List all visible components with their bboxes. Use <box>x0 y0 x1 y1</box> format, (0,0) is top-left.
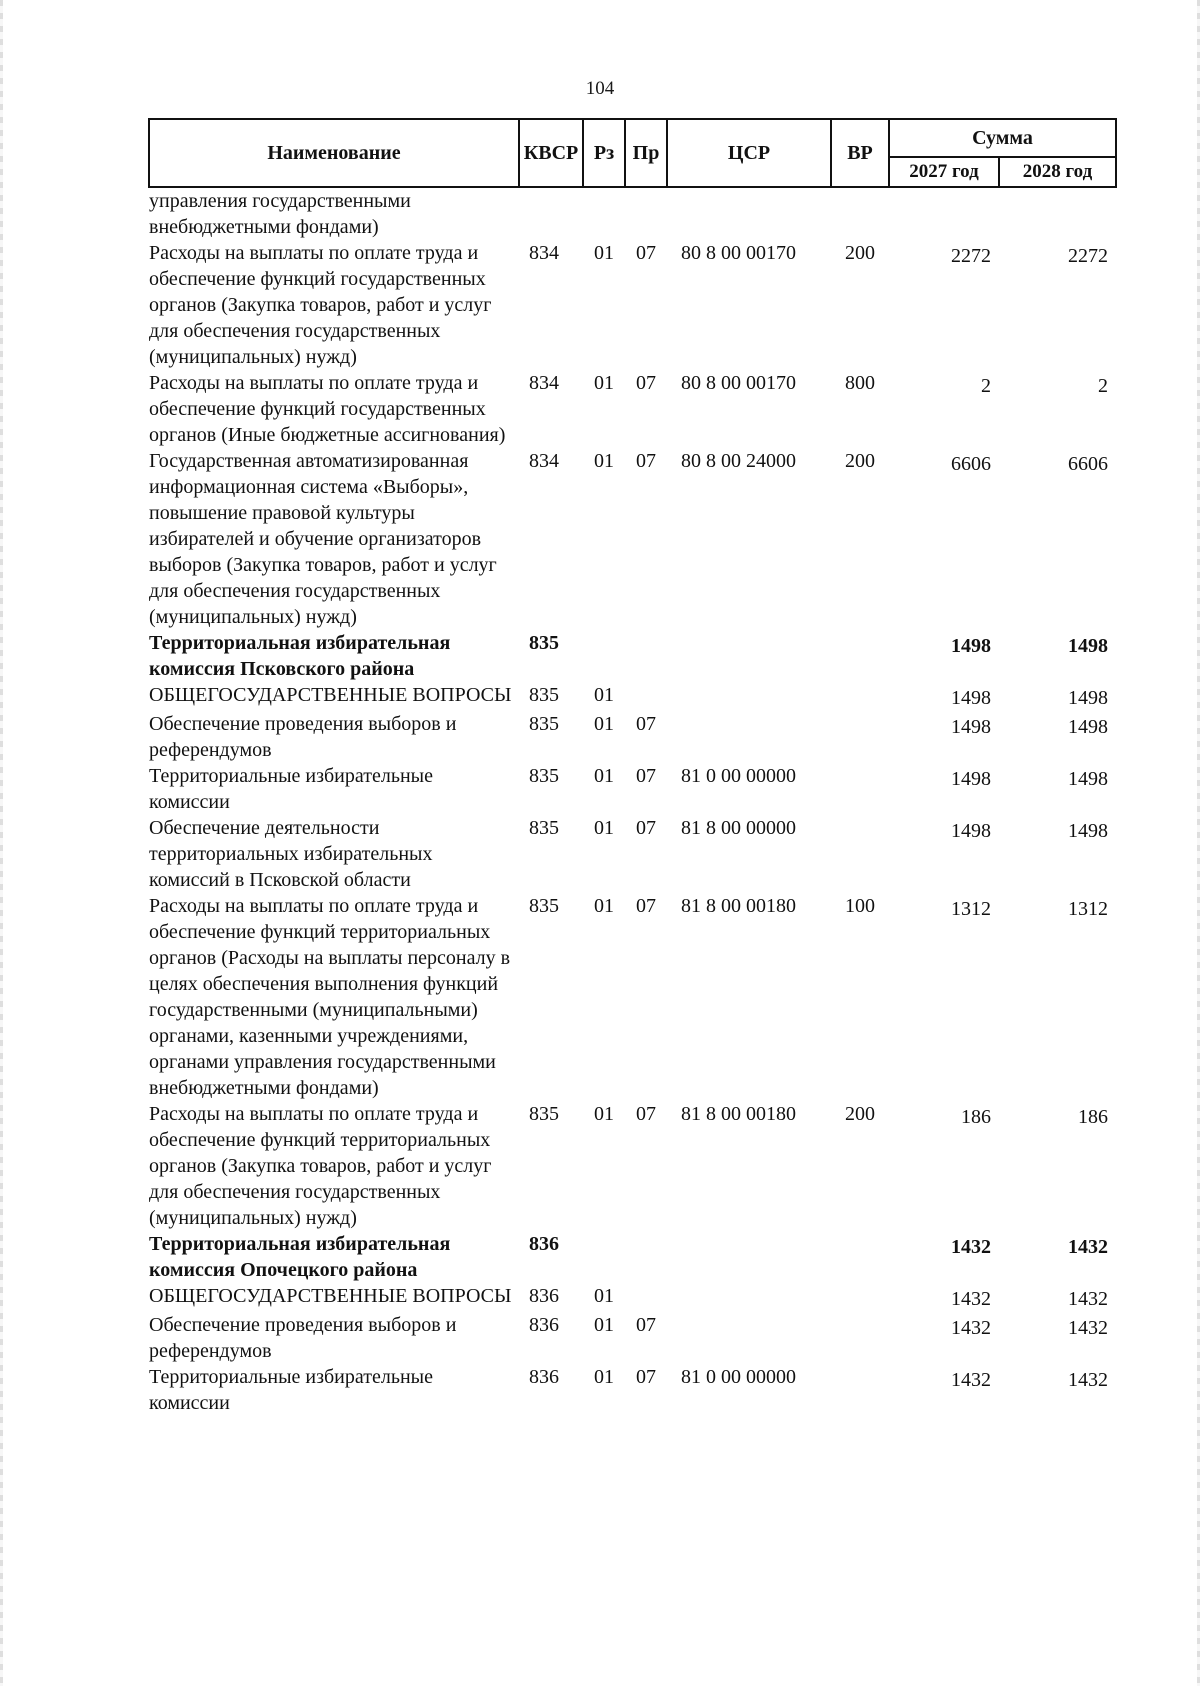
cell-vr <box>831 711 889 763</box>
cell-csr: 81 8 00 00000 <box>681 817 796 839</box>
cell-sum-2028: 1498 <box>1068 768 1109 790</box>
cell-csr: 81 8 00 00180 <box>681 1103 796 1125</box>
cell-sum-2027: 1498 <box>951 687 991 709</box>
cell-rz: 01 <box>594 372 614 394</box>
cell-sum-2027: 2272 <box>951 245 991 267</box>
cell-vr <box>831 1283 889 1312</box>
cell-sum-2028: 1432 <box>1068 1317 1109 1339</box>
header-name: Наименование <box>149 119 519 187</box>
cell-name: Обеспечение проведения выборов и референдумов <box>149 713 457 761</box>
table-body <box>149 187 1116 1416</box>
cell-sum-2028: 1432 <box>1068 1288 1109 1310</box>
cell-sum-2028: 1498 <box>1068 687 1109 709</box>
cell-rz: 01 <box>594 684 614 706</box>
header-kvsr: КВСР <box>519 119 583 187</box>
cell-csr: 80 8 00 00170 <box>681 242 796 264</box>
cell-kvsr: 836 <box>529 1314 559 1336</box>
cell-pr: 07 <box>636 817 656 839</box>
table-row <box>149 370 1116 448</box>
cell-rz: 01 <box>594 895 614 917</box>
header-csr: ЦСР <box>667 119 831 187</box>
scan-edge-left <box>0 0 3 1686</box>
cell-kvsr: 835 <box>529 1103 559 1125</box>
cell-name: Расходы на выплаты по оплате труда и обеспечение функций государственных органов (Иные бюджетные ассигнования) <box>149 372 506 446</box>
cell-sum-2028: 1312 <box>1068 898 1109 920</box>
cell-pr <box>625 187 667 240</box>
cell-sum-2027: 1312 <box>951 898 991 920</box>
cell-sum-2027: 2 <box>981 375 991 397</box>
cell-kvsr: 835 <box>529 895 559 917</box>
cell-pr: 07 <box>636 1314 656 1336</box>
cell-name: Расходы на выплаты по оплате труда и обеспечение функций территориальных органов (Расходы на выплаты персоналу в целях обеспечения выполнения функций государственными (муниципальными) органами, казенными учреждениями, органами управления государственными внебюджетными фондами) <box>149 895 511 1099</box>
cell-sum-2027: 186 <box>961 1106 991 1128</box>
table-row <box>149 240 1116 370</box>
cell-rz: 01 <box>594 817 614 839</box>
cell-pr: 07 <box>636 895 656 917</box>
cell-sum-2028: 1498 <box>1068 716 1109 738</box>
table-row <box>149 1312 1116 1364</box>
table-row <box>149 448 1116 630</box>
cell-csr: 80 8 00 00170 <box>681 372 796 394</box>
cell-name: ОБЩЕГОСУДАРСТВЕННЫЕ ВОПРОСЫ <box>149 1285 512 1307</box>
table-row <box>149 187 1116 240</box>
cell-sum-2027: 1432 <box>951 1369 991 1391</box>
cell-rz <box>583 187 625 240</box>
cell-kvsr <box>519 187 583 240</box>
cell-pr: 07 <box>636 713 656 735</box>
table-row <box>149 682 1116 711</box>
cell-pr: 07 <box>636 372 656 394</box>
cell-sum-2028: 6606 <box>1068 453 1109 475</box>
cell-kvsr: 834 <box>529 372 559 394</box>
header-vr: ВР <box>831 119 889 187</box>
cell-rz <box>583 1231 625 1283</box>
cell-rz: 01 <box>594 1285 614 1307</box>
cell-kvsr: 836 <box>529 1285 559 1307</box>
table-row <box>149 893 1116 1101</box>
cell-csr: 80 8 00 24000 <box>681 450 796 472</box>
cell-vr <box>831 815 889 893</box>
cell-vr <box>831 187 889 240</box>
cell-csr <box>667 187 831 240</box>
cell-vr: 200 <box>845 242 875 264</box>
cell-rz: 01 <box>594 1103 614 1125</box>
cell-csr <box>667 711 831 763</box>
table-row <box>149 815 1116 893</box>
cell-sum-2028: 1498 <box>1068 820 1109 842</box>
header-year-2028: 2028 год <box>999 157 1116 187</box>
page-number: 104 <box>585 78 615 99</box>
cell-vr <box>831 682 889 711</box>
cell-name: Территориальная избирательная комиссия Опочецкого района <box>149 1233 451 1281</box>
table-row <box>149 711 1116 763</box>
cell-vr <box>831 763 889 815</box>
cell-pr <box>625 1283 667 1312</box>
cell-rz: 01 <box>594 713 614 735</box>
cell-csr <box>667 1231 831 1283</box>
cell-vr <box>831 1231 889 1283</box>
cell-sum-2027: 1432 <box>951 1288 991 1310</box>
cell-sum-2028: 1432 <box>1068 1369 1109 1391</box>
cell-name: управления государственными внебюджетными фондами) <box>149 190 411 238</box>
cell-vr: 800 <box>845 372 875 394</box>
table-header <box>149 119 1116 187</box>
cell-csr: 81 0 00 00000 <box>681 1366 796 1388</box>
cell-pr <box>625 1231 667 1283</box>
budget-table <box>148 118 1117 1416</box>
cell-kvsr: 835 <box>529 632 559 654</box>
header-rz: Рз <box>583 119 625 187</box>
cell-csr <box>667 1312 831 1364</box>
cell-kvsr: 836 <box>529 1233 559 1255</box>
cell-kvsr: 834 <box>529 242 559 264</box>
cell-sum-2027: 6606 <box>951 453 991 475</box>
header-sum: Сумма <box>889 119 1116 157</box>
table-row <box>149 1283 1116 1312</box>
cell-name: Государственная автоматизированная информационная система «Выборы», повышение правовой культуры избирателей и обучение организаторов выборов (Закупка товаров, работ и услуг для обеспечения государственных (муниципальных) нужд) <box>149 450 497 628</box>
cell-vr: 100 <box>845 895 875 917</box>
cell-rz: 01 <box>594 450 614 472</box>
header-pr: Пр <box>625 119 667 187</box>
cell-rz: 01 <box>594 1314 614 1336</box>
cell-vr: 200 <box>845 450 875 472</box>
cell-name: Территориальные избирательные комиссии <box>149 765 433 813</box>
cell-vr <box>831 1312 889 1364</box>
table-row <box>149 630 1116 682</box>
table-row <box>149 1364 1116 1416</box>
cell-sum-2027: 1498 <box>951 635 991 657</box>
cell-vr <box>831 630 889 682</box>
cell-pr: 07 <box>636 1366 656 1388</box>
cell-pr: 07 <box>636 242 656 264</box>
cell-kvsr: 836 <box>529 1366 559 1388</box>
cell-sum-2027: 1498 <box>951 820 991 842</box>
cell-vr <box>831 1364 889 1416</box>
cell-kvsr: 835 <box>529 713 559 735</box>
table-row <box>149 1101 1116 1231</box>
cell-pr <box>625 682 667 711</box>
cell-kvsr: 835 <box>529 817 559 839</box>
cell-name: Территориальные избирательные комиссии <box>149 1366 433 1414</box>
cell-sum-2027: 1432 <box>951 1236 991 1258</box>
cell-vr: 200 <box>845 1103 875 1125</box>
cell-csr <box>667 682 831 711</box>
header-year-2027: 2027 год <box>889 157 999 187</box>
cell-csr: 81 8 00 00180 <box>681 895 796 917</box>
cell-rz: 01 <box>594 1366 614 1388</box>
cell-kvsr: 834 <box>529 450 559 472</box>
cell-sum-2028: 1432 <box>1068 1236 1109 1258</box>
cell-rz: 01 <box>594 242 614 264</box>
cell-pr: 07 <box>636 765 656 787</box>
cell-name: Территориальная избирательная комиссия Псковского района <box>149 632 451 680</box>
cell-sum-2028 <box>999 187 1116 240</box>
cell-sum-2027 <box>889 187 999 240</box>
cell-sum-2028: 1498 <box>1068 635 1109 657</box>
cell-sum-2027: 1432 <box>951 1317 991 1339</box>
cell-csr <box>667 1283 831 1312</box>
cell-kvsr: 835 <box>529 765 559 787</box>
cell-pr <box>625 630 667 682</box>
cell-sum-2028: 2272 <box>1068 245 1109 267</box>
cell-name: ОБЩЕГОСУДАРСТВЕННЫЕ ВОПРОСЫ <box>149 684 512 706</box>
cell-sum-2028: 2 <box>1098 375 1109 397</box>
cell-sum-2028: 186 <box>1078 1106 1109 1128</box>
cell-pr: 07 <box>636 1103 656 1125</box>
cell-name: Обеспечение проведения выборов и референдумов <box>149 1314 457 1362</box>
cell-kvsr: 835 <box>529 684 559 706</box>
cell-csr <box>667 630 831 682</box>
cell-sum-2027: 1498 <box>951 716 991 738</box>
cell-name: Расходы на выплаты по оплате труда и обеспечение функций государственных органов (Закупка товаров, работ и услуг для обеспечения государственных (муниципальных) нужд) <box>149 242 492 368</box>
cell-sum-2027: 1498 <box>951 768 991 790</box>
cell-rz: 01 <box>594 765 614 787</box>
table-row <box>149 763 1116 815</box>
cell-name: Обеспечение деятельности территориальных избирательных комиссий в Псковской области <box>149 817 433 891</box>
cell-csr: 81 0 00 00000 <box>681 765 796 787</box>
cell-name: Расходы на выплаты по оплате труда и обеспечение функций территориальных органов (Закупка товаров, работ и услуг для обеспечения государственных (муниципальных) нужд) <box>149 1103 492 1229</box>
cell-rz <box>583 630 625 682</box>
table-row <box>149 1231 1116 1283</box>
cell-pr: 07 <box>636 450 656 472</box>
